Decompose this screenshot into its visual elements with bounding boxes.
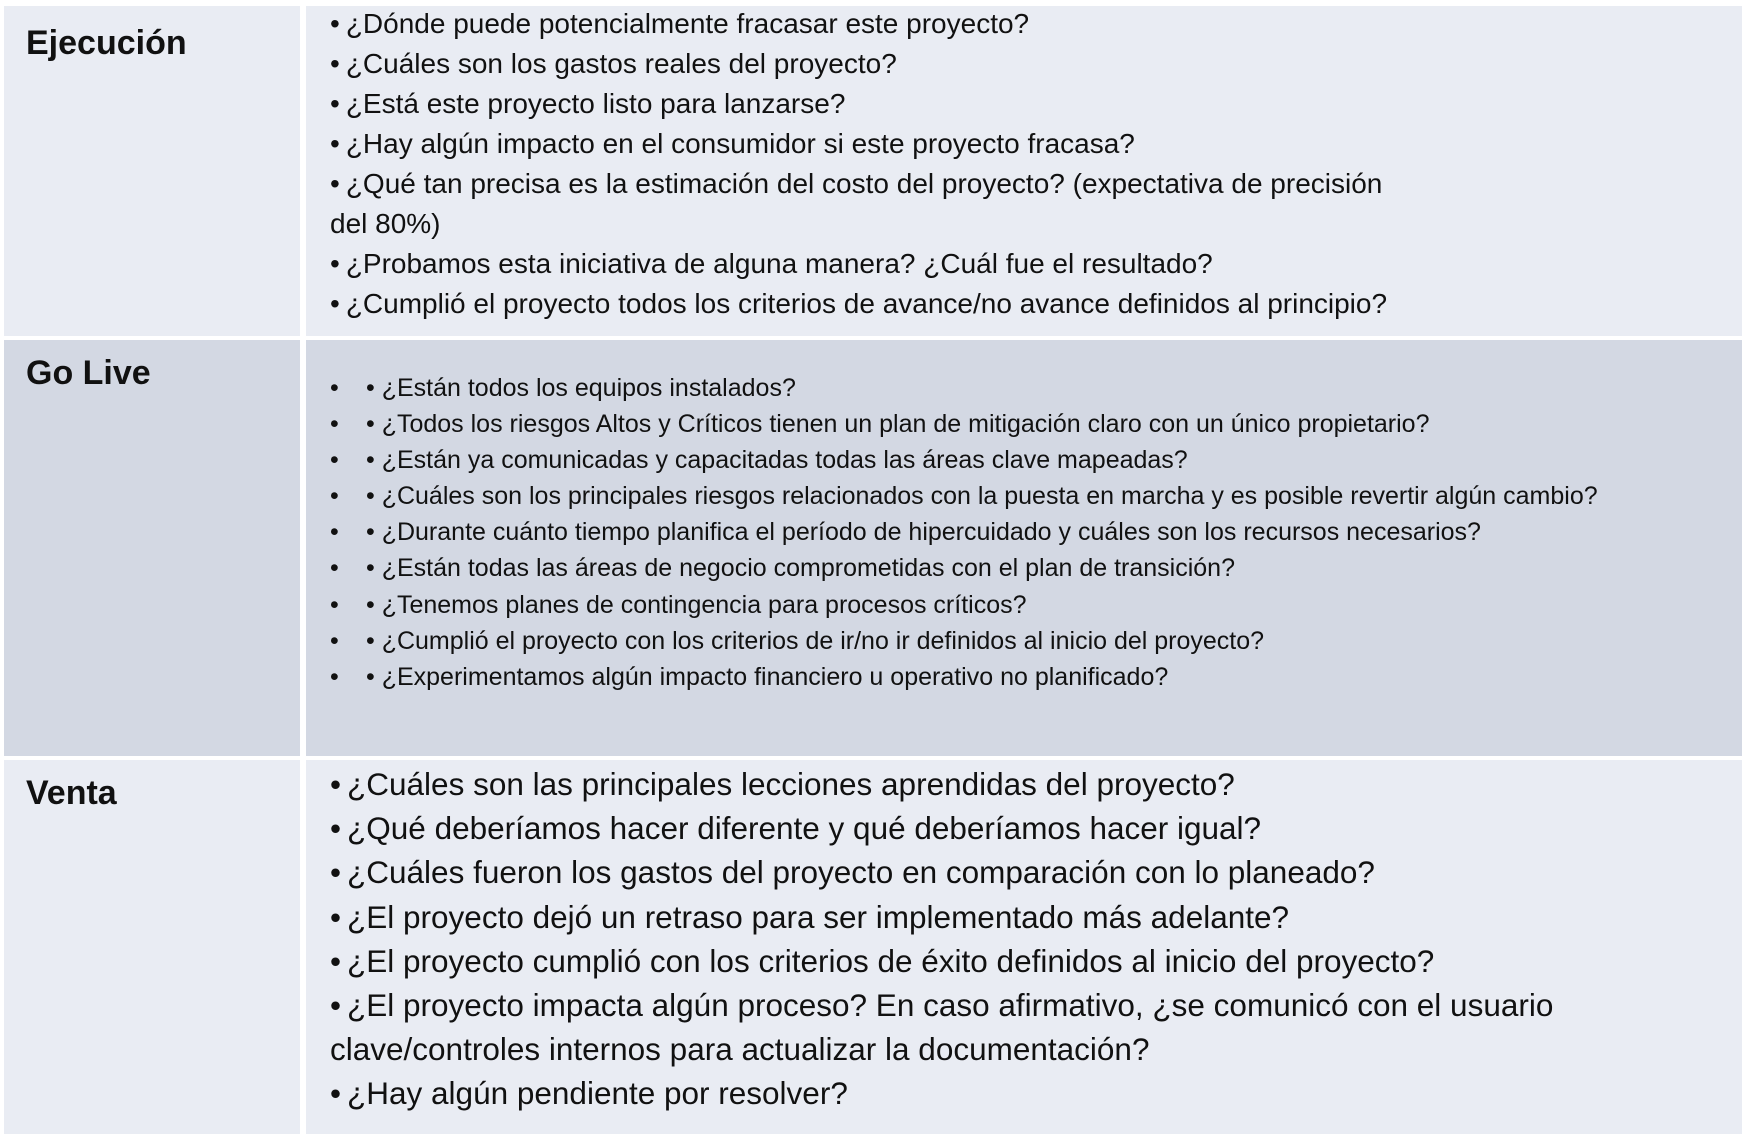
question-item: • • ¿Tenemos planes de contingencia para procesos críticos?: [330, 590, 1027, 619]
section-row-ejecucion: [4, 6, 1742, 336]
section-row-go-live: [4, 340, 1742, 756]
question-list: [330, 4, 1387, 324]
question-item: • • ¿Cumplió el proyecto con los criterios de ir/no ir definidos al inicio del proyecto?: [330, 626, 1265, 655]
question-item: • ¿Hay algún impacto en el consumidor si este proyecto fracasa?: [330, 128, 1135, 159]
question-list: [330, 762, 1553, 1116]
section-questions-cell: [306, 760, 1742, 1134]
section-title: Go Live: [26, 354, 151, 392]
question-item: • ¿Cumplió el proyecto todos los criterios de avance/no avance definidos al principio?: [330, 288, 1388, 319]
section-label-cell: [4, 6, 300, 336]
question-item: • • ¿Experimentamos algún impacto financiero u operativo no planificado?: [330, 662, 1169, 691]
question-item: • ¿Cuáles fueron los gastos del proyecto en comparación con lo planeado?: [330, 854, 1375, 891]
question-continuation: clave/controles internos para actualizar la documentación?: [330, 1031, 1150, 1068]
section-title: Venta: [26, 774, 117, 812]
question-item: • ¿Cuáles son las principales lecciones aprendidas del proyecto?: [330, 766, 1235, 802]
question-item: • ¿Dónde puede potencialmente fracasar este proyecto?: [330, 8, 1030, 39]
question-item: • • ¿Están todos los equipos instalados?: [330, 374, 796, 402]
section-title: Ejecución: [26, 24, 187, 62]
question-item: • ¿Probamos esta iniciativa de alguna manera? ¿Cuál fue el resultado?: [330, 248, 1213, 279]
question-item: • • ¿Están ya comunicadas y capacitadas todas las áreas clave mapeadas?: [330, 446, 1188, 475]
question-item: • ¿Cuáles son los gastos reales del proyecto?: [330, 48, 897, 79]
question-item: • • ¿Durante cuánto tiempo planifica el período de hipercuidado y cuáles son los recursos necesarios?: [330, 518, 1481, 547]
question-item: • ¿Qué tan precisa es la estimación del costo del proyecto? (expectativa de precisión: [330, 168, 1383, 199]
question-item: • ¿El proyecto impacta algún proceso? En caso afirmativo, ¿se comunicó con el usuario: [330, 987, 1554, 1024]
question-item: • ¿Está este proyecto listo para lanzarse?: [330, 88, 846, 119]
question-continuation: del 80%): [330, 208, 441, 239]
question-item: • ¿El proyecto dejó un retraso para ser implementado más adelante?: [330, 898, 1290, 935]
section-label-cell: [4, 760, 300, 1134]
question-item: • • ¿Están todas las áreas de negocio comprometidas con el plan de transición?: [330, 554, 1235, 583]
section-questions-cell: [306, 6, 1742, 336]
section-label-cell: [4, 340, 300, 756]
question-item: • • ¿Cuáles son los principales riesgos relacionados con la puesta en marcha y es posible revertir algún cambio?: [330, 482, 1598, 511]
question-item: • • ¿Todos los riesgos Altos y Críticos tienen un plan de mitigación claro con un único propietario?: [330, 410, 1430, 439]
question-item: • ¿Hay algún pendiente por resolver?: [330, 1075, 848, 1112]
section-questions-cell: [306, 340, 1742, 756]
question-list: [330, 370, 1598, 695]
question-item: • ¿El proyecto cumplió con los criterios de éxito definidos al inicio del proyecto?: [330, 942, 1435, 979]
question-item: • ¿Qué deberíamos hacer diferente y qué deberíamos hacer igual?: [330, 810, 1262, 847]
section-row-venta: [4, 760, 1742, 1134]
